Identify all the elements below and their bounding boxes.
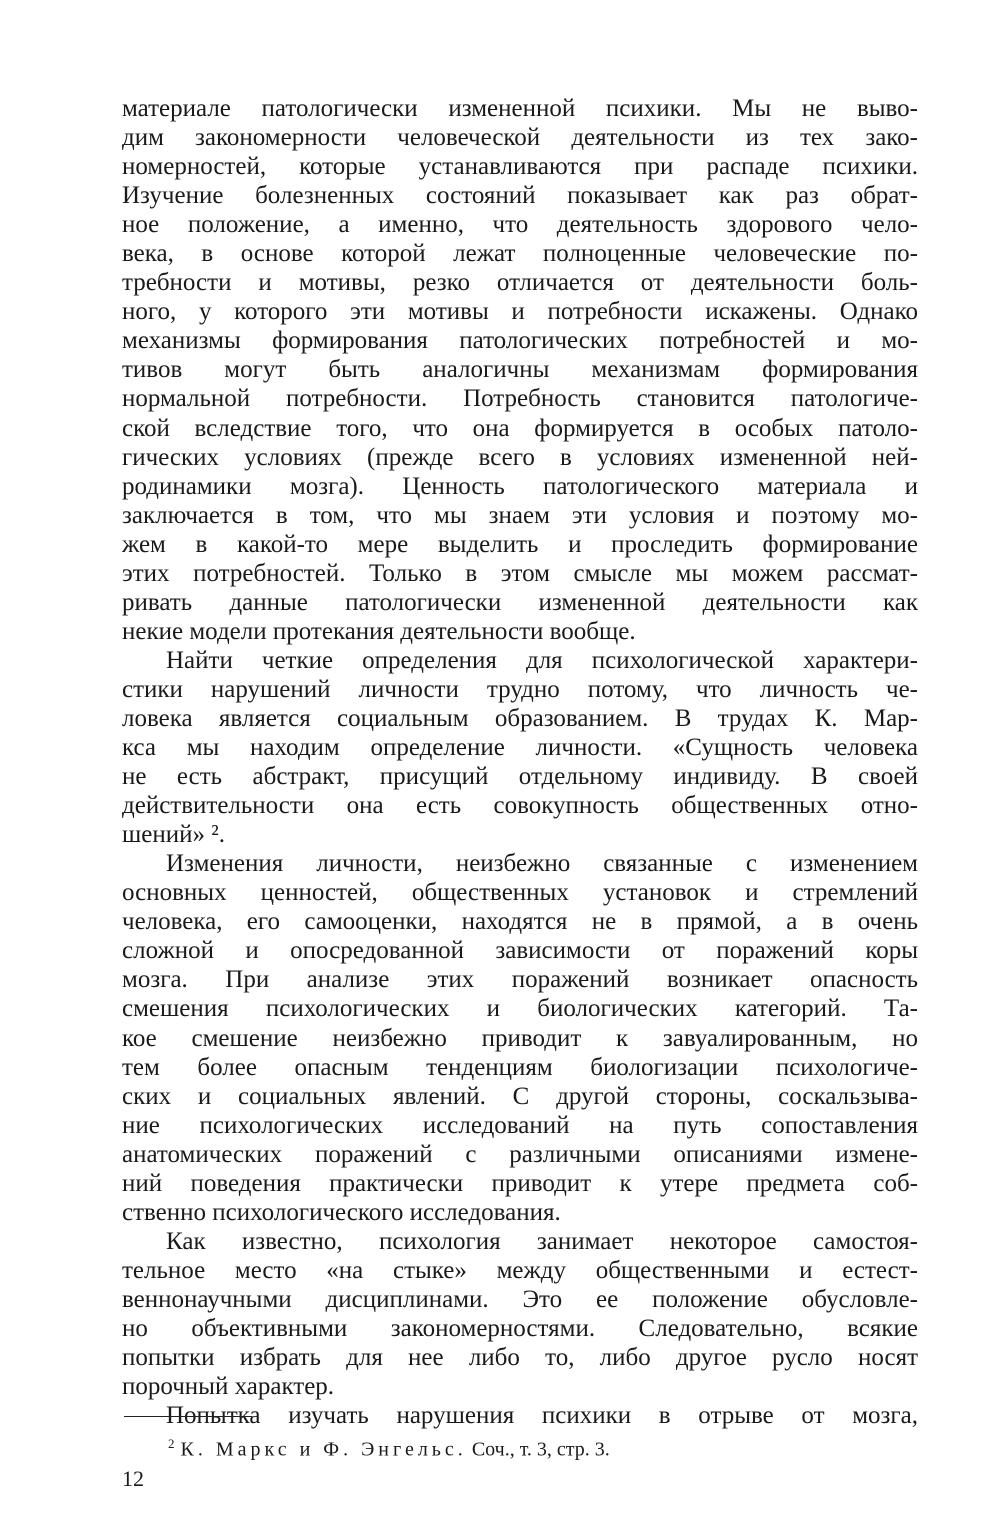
text-line: материале патологически измененной психики. Мы не выво- — [122, 95, 918, 122]
footnote-authors: К. Маркс и Ф. Энгельс. — [180, 1438, 467, 1461]
text-line: заключается в том, что мы знаем эти условия и поэтому мо- — [122, 501, 918, 529]
text-line: не есть абстракт, присущий отдельному индивиду. В своей — [122, 763, 918, 791]
text-line: порочный характер. — [122, 1373, 335, 1401]
text-line: действительности она есть совокупность общественных отно- — [122, 792, 918, 820]
text-line: попытки избрать для нее либо то, либо другое русло носят — [122, 1344, 918, 1372]
text-line: тельное место «на стыке» между общественными и естест- — [122, 1256, 918, 1284]
text-line: ного, у которого эти мотивы и потребности искажены. Однако — [122, 298, 918, 326]
text-line-with-footnote-ref: шений» ². — [122, 821, 225, 849]
text-line: веннонаучными дисциплинами. Это ее положение обусловле- — [122, 1285, 918, 1313]
text-line: кое смешение неизбежно приводит к завуалированным, но — [122, 1024, 918, 1052]
text-line: гических условиях (прежде всего в условиях измененной ней- — [122, 443, 918, 471]
text-line: мозга. При анализе этих поражений возникает опасность — [122, 966, 918, 994]
paragraph-start-line: Как известно, психология занимает некоторое самостоя- — [166, 1227, 918, 1255]
footnote-marker: 2 — [168, 1436, 175, 1451]
paragraph-start-line: Найти четкие определения для психологической характери- — [166, 646, 918, 674]
text-line: человека, его самооценки, находятся не в прямой, а в очень — [122, 908, 918, 936]
text-line: ривать данные патологически измененной деятельности как — [122, 588, 918, 616]
text-line: сложной и опосредованной зависимости от поражений коры — [122, 937, 918, 965]
text-line: требности и мотивы, резко отличается от деятельности боль- — [122, 269, 918, 297]
text-line: тивов могут быть аналогичны механизмам формирования — [122, 356, 918, 384]
text-line: анатомических поражений с различными описаниями измене- — [122, 1140, 918, 1168]
footnote-divider — [124, 1416, 252, 1417]
body-text — [122, 94, 918, 1430]
text-line: Изучение болезненных состояний показывает как раз обрат- — [122, 182, 918, 210]
text-line: нормальной потребности. Потребность становится патологиче- — [122, 385, 918, 413]
text-line: жем в какой-то мере выделить и проследить формирование — [122, 530, 918, 558]
paragraph-start-line: Изменения личности, неизбежно связанные с изменением — [166, 850, 918, 878]
text-line: смешения психологических и биологических категорий. Та- — [122, 995, 918, 1023]
text-line: ловека является социальным образованием. В трудах К. Мар- — [122, 704, 918, 732]
text-line: ний поведения практически приводит к утере предмета соб- — [122, 1169, 918, 1197]
text-line: ное положение, а именно, что деятельность здорового чело- — [122, 211, 918, 239]
page-number: 12 — [122, 1466, 144, 1491]
text-line: ской вследствие того, что она формируется в особых патоло- — [122, 414, 918, 442]
paragraph-start-line: Попытка изучать нарушения психики в отрыве от мозга, — [166, 1402, 918, 1430]
text-line: ние психологических исследований на путь сопоставления — [122, 1111, 918, 1139]
text-line: тем более опасным тенденциям биологизации психологиче- — [122, 1053, 918, 1081]
text-line: кса мы находим определение личности. «Сущность человека — [122, 734, 918, 762]
text-line: дим закономерности человеческой деятельности из тех зако- — [122, 124, 918, 152]
footnote — [168, 1432, 610, 1462]
text-line: основных ценностей, общественных установок и стремлений — [122, 879, 918, 907]
text-line: ственно психологического исследования. — [122, 1198, 561, 1226]
text-line: номерностей, которые устанавливаются при распаде психики. — [122, 153, 918, 181]
text-line: ских и социальных явлений. С другой стороны, соскальзыва- — [122, 1082, 918, 1110]
text-line: стики нарушений личности трудно потому, что личность че- — [122, 675, 918, 703]
text-line: родинамики мозга). Ценность патологического материала и — [122, 472, 918, 500]
text-line: механизмы формирования патологических потребностей и мо- — [122, 327, 918, 355]
text-line: века, в основе которой лежат полноценные человеческие по- — [122, 240, 918, 268]
text-line: этих потребностей. Только в этом смысле мы можем рассмат- — [122, 559, 918, 587]
text-line: но объективными закономерностями. Следовательно, всякие — [122, 1314, 918, 1342]
text-line: некие модели протекания деятельности вообще. — [122, 617, 636, 645]
footnote-source: Соч., т. 3, стр. 3. — [471, 1438, 610, 1461]
